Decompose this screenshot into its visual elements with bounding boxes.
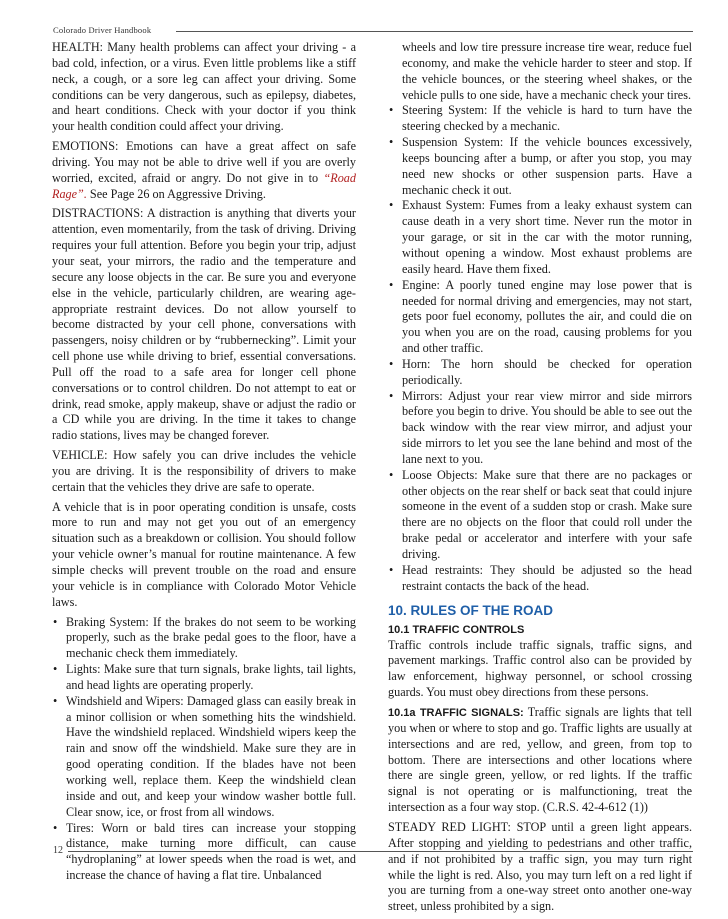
emotions-paragraph: [52, 139, 356, 202]
emotions-text-a: EMOTIONS: Emotions can have a great affect on safe driving. You may not be able to drive well if you are overly worried, excited, afraid or angry. Do not give in to: [52, 139, 356, 185]
footer-rule: [68, 851, 693, 852]
list-item: • Steering System: If the vehicle is hard to turn have the steering checked by a mechanic.: [388, 103, 692, 135]
steady-red-paragraph: STEADY RED LIGHT: STOP until a green light appears. After stopping and yielding to pedestrians and other traffic, and if not prohibited by a traffic sign, you may turn right while the light is red. Also, you may turn left on a red light if you are turning from a one-way street onto another one-way street, unless prohibited by a sign.: [388, 819, 692, 914]
right-column: [388, 40, 692, 919]
emotions-text-b: See Page 26 on Aggressive Driving.: [86, 186, 266, 201]
vehicle-check-list: [52, 615, 356, 884]
section-title: 10. RULES OF THE ROAD: [388, 602, 554, 618]
list-item: • Mirrors: Adjust your rear view mirror and side mirrors before you begin to drive. You should be able to see out the back window with the rear view mirror, and adjust your side mirrors to let you see the lane behind and most of the lane next to you.: [388, 389, 692, 468]
list-item: • Braking System: If the brakes do not seem to be working properly, such as the brake pedal goes to the floor, have a mechanic check them immediately.: [52, 615, 356, 663]
list-item: • Lights: Make sure that turn signals, brake lights, tail lights, and head lights are operating properly.: [52, 662, 356, 694]
subsection-title-traffic-controls: 10.1 TRAFFIC CONTROLS: [388, 623, 525, 636]
list-item: • Loose Objects: Make sure that there are no packages or other objects on the rear shelf or back seat that could injure someone in the event of a sudden stop or crash. Make sure there are no objects on the floor that could roll under the brake pedal or accelerator and interfere with your safe driving.: [388, 468, 692, 563]
traffic-signals-text: Traffic signals are lights that tell you when or where to stop and go. Traffic lights are usually at intersections and are red, yellow, and green, from top to bottom. There are intersections and other locations where there are single green, yellow, or red lights. If the traffic signal is not operating or is malfunctioning, treat the intersection as a four way stop. (C.R.S. 42-4-612 (1)): [388, 704, 692, 815]
subsection-title-traffic-signals: 10.1a TRAFFIC SIGNALS:: [388, 706, 524, 719]
list-item: • Exhaust System: Fumes from a leaky exhaust system can cause death in a very short time. Never run the motor in your garage, or sit in the car with the motor running, without opening a window. Most exhaust problems are easily heard. Have them fixed.: [388, 198, 692, 277]
list-item: • Head restraints: They should be adjusted so the head restraint contacts the back of the head.: [388, 563, 692, 595]
vehicle-paragraph: VEHICLE: How safely you can drive includes the vehicle you are driving. It is the responsibility of drivers to make certain that the vehicles they drive are safe to operate.: [52, 448, 356, 494]
traffic-signals-paragraph: [388, 705, 692, 816]
running-header: Colorado Driver Handbook: [53, 25, 152, 35]
distractions-paragraph: DISTRACTIONS: A distraction is anything that diverts your attention, even momentarily, from the task of driving. Driving requires your full attention. Before you begin your trip, adjust your seat, your mirrors, the radio and the temperature and secure any loose objects in the car. Be sure you and everyone else in the vehicle, particularly children, are wearing age-appropriate restraint devices. Do not allow yourself to become distracted by your cell phone, conversations with passengers, noisy children or by “rubbernecking”. Limit your cell phone use while driving to brief, essential conversations. Pull off the road to a safe area for longer cell phone conversations or to control children. Do not attempt to eat or drink, read smoke, apply makeup, shave or adjust the radio or a CD while you are driving. In the time it takes to change radio stations, lives may be changed forever.: [52, 206, 356, 443]
list-item: • Suspension System: If the vehicle bounces excessively, keeps bouncing after a bump, or after you stop, you may need new shocks or other suspension parts. Have a mechanic check it out.: [388, 135, 692, 198]
left-column: [52, 40, 356, 884]
poor-condition-paragraph: A vehicle that is in poor operating condition is unsafe, costs more to run and may not get you out of an emergency situation such as a breakdown or collision. You should follow your vehicle owner’s manual for routine maintenance. A few simple checks will prevent trouble on the road and ensure your vehicle is in compliance with Colorado Motor Vehicle laws.: [52, 499, 356, 609]
vehicle-check-list-continued: [388, 103, 692, 594]
traffic-controls-paragraph: Traffic controls include traffic signals, traffic signs, and pavement markings. Traffic control also can be provided by law enforcement, highway personnel, or school crossing guards. You must obey directions from these persons.: [388, 637, 692, 700]
health-paragraph: HEALTH: Many health problems can affect your driving - a bad cold, infection, or a virus. Even little problems like a stiff neck, a cough, or a sore leg can affect your driving. Some conditions can be very dangerous, such as epilepsy, diabetes, and heart conditions. Check with your doctor if you think your health condition could affect your driving.: [52, 40, 356, 134]
list-item: • Tires: Worn or bald tires can increase your stopping distance, make turning more difficult, can cause “hydroplaning” at lower speeds when the road is wet, and increase the chance of having a flat tire. Unbalanced: [52, 821, 356, 884]
list-item: • Engine: A poorly tuned engine may lose power that is needed for normal driving and emergencies, may not start, gets poor fuel economy, pollutes the air, and could die on you when you are on the road, causing problems for you and other traffic.: [388, 278, 692, 357]
road-rage-link[interactable]: “Road Rage”.: [52, 170, 356, 201]
tires-continuation: wheels and low tire pressure increase tire wear, reduce fuel economy, and make the vehicle harder to steer and stop. If the vehicle bounces, or the steering wheel shakes, or the vehicle pulls to one side, have a mechanic check your tires.: [402, 40, 692, 102]
list-item: • Horn: The horn should be checked for operation periodically.: [388, 357, 692, 389]
page-number: 12: [53, 845, 63, 856]
header-rule: [176, 31, 693, 32]
list-item: • Windshield and Wipers: Damaged glass can easily break in a minor collision or when something hits the windshield. Have the windshield replaced. Windshield wipers keep the rain and snow off the windshield. Make sure they are in good operating condition. If the blades have not been working well, replace them. Keep the windshield clean inside and out, and keep your window washer bottle full. Clear snow, ice, or frost from all windows.: [52, 694, 356, 821]
